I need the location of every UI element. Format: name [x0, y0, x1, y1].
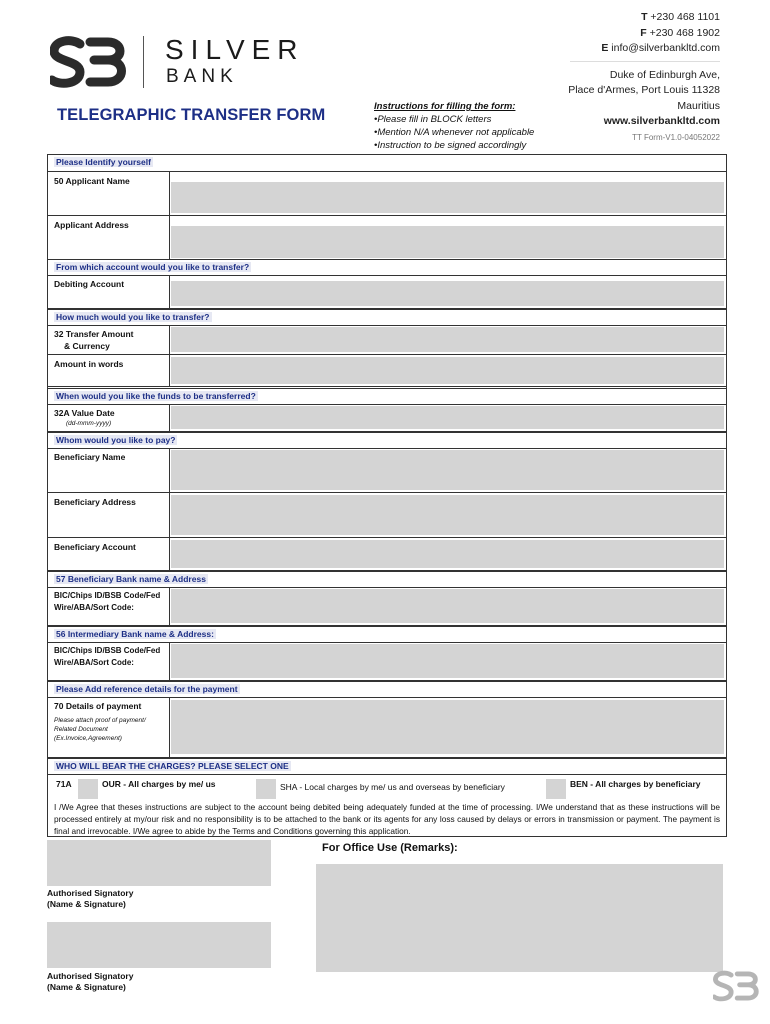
applicant-name-label: 50 Applicant Name [48, 172, 170, 215]
section-from-account [48, 259, 726, 276]
phone-label: T [641, 11, 648, 23]
value-date-row [48, 404, 726, 432]
agreement-text: I /We Agree that theses instructions are subject to the account being debited being adequately funded at the time of processing. I/We understand that as these instructions will be processed entirely at my/our risk and no responsibility is to be attached to the bank or its agents for any loss caused by delays or errors in transmission or payment. The payment is final and irrevocable. I/We agree to abide by the Terms and Conditions governing this application. [54, 802, 720, 836]
section-heading: 56 Intermediary Bank name & Address: [56, 629, 214, 639]
signatory-1-label [47, 888, 133, 910]
amount-words-row [48, 355, 726, 387]
section-identify [48, 155, 726, 172]
silver-bank-logo-icon [50, 36, 126, 88]
signature-box-2[interactable] [47, 922, 271, 968]
section-heading: Whom would you like to pay? [56, 435, 176, 445]
section-heading: WHO WILL BEAR THE CHARGES? PLEASE SELECT ONE [56, 761, 289, 771]
charge-ben-checkbox[interactable] [546, 779, 566, 799]
intermediary-code-row [48, 642, 726, 681]
logo-divider [143, 36, 144, 88]
bene-name-label: Beneficiary Name [48, 448, 170, 492]
transfer-currency-text: & Currency [64, 340, 110, 351]
section-heading: 57 Beneficiary Bank name & Address [56, 574, 206, 584]
instruction-item: •Instruction to be signed accordingly [374, 140, 527, 151]
instruction-item: •Mention N/A whenever not applicable [374, 127, 535, 138]
details-payment-label [48, 697, 170, 757]
value-date-label [48, 404, 170, 431]
email-address: info@silverbankltd.com [611, 42, 720, 54]
intermediary-code-label: BIC/Chips ID/BSB Code/Fed Wire/ABA/Sort Code: [48, 642, 170, 680]
instructions [374, 100, 534, 152]
bene-account-label: Beneficiary Account [48, 538, 170, 570]
value-date-input[interactable] [171, 406, 724, 429]
bene-bank-code-row [48, 587, 726, 626]
brand-name-line1: SILVER [165, 34, 305, 65]
website-link[interactable]: www.silverbankltd.com [603, 115, 720, 127]
bene-name-row [48, 448, 726, 493]
applicant-name-row [48, 172, 726, 216]
brand-name-line2: BANK [166, 66, 238, 87]
transfer-amount-row [48, 325, 726, 355]
section-heading: How much would you like to transfer? [56, 312, 210, 322]
instructions-heading: Instructions for filling the form: [374, 101, 516, 112]
contact-block [568, 10, 720, 145]
section-intermediary [48, 626, 726, 643]
intermediary-code-input[interactable] [171, 644, 724, 678]
signature-box-1[interactable] [47, 840, 271, 886]
value-date-text: 32A Value Date [54, 408, 115, 418]
bene-address-label: Beneficiary Address [48, 493, 170, 537]
debiting-account-label: Debiting Account [48, 275, 170, 308]
phone-number: +230 468 1101 [650, 11, 720, 23]
charges-code: 71A [56, 779, 72, 789]
transfer-amount-text: 32 Transfer Amount [54, 329, 134, 339]
fax-label: F [640, 26, 647, 39]
applicant-address-input[interactable] [171, 226, 724, 258]
transfer-amount-label [48, 325, 170, 354]
section-heading: Please Add reference details for the payment [56, 684, 238, 694]
bene-name-input[interactable] [171, 450, 724, 490]
bene-address-input[interactable] [171, 495, 724, 535]
contact-divider [570, 61, 720, 62]
applicant-name-input[interactable] [171, 182, 724, 213]
bene-bank-code-label: BIC/Chips ID/BSB Code/Fed Wire/ABA/Sort Code: [48, 587, 170, 625]
instruction-item: •Please fill in BLOCK letters [374, 114, 492, 125]
transfer-form [47, 154, 727, 837]
section-heading: When would you like the funds to be transferred? [56, 391, 256, 401]
office-remarks-box[interactable] [316, 864, 723, 972]
signatory-2-subtitle: (Name & Signature) [47, 982, 126, 992]
form-reference: TT Form-V1.0-04052022 [632, 132, 720, 142]
section-heading: Please Identify yourself [56, 157, 151, 167]
office-use-title: For Office Use (Remarks): [322, 842, 458, 854]
signatory-1-subtitle: (Name & Signature) [47, 899, 126, 909]
debiting-account-row [48, 275, 726, 309]
signatory-2-title: Authorised Signatory [47, 971, 134, 981]
details-payment-input[interactable] [171, 700, 724, 754]
section-charges [48, 758, 726, 775]
bene-account-input[interactable] [171, 540, 724, 568]
debiting-account-input[interactable] [171, 281, 724, 306]
watermark-logo-icon [713, 970, 759, 1002]
section-how-much [48, 309, 726, 326]
transfer-amount-input[interactable] [171, 327, 724, 352]
fax-number: +230 468 1902 [649, 26, 720, 39]
amount-words-label: Amount in words [48, 355, 170, 386]
charge-our-checkbox[interactable] [78, 779, 98, 799]
details-payment-row [48, 697, 726, 758]
applicant-address-label: Applicant Address [48, 216, 170, 260]
charges-options [48, 775, 726, 801]
section-bene-bank [48, 571, 726, 588]
bene-bank-code-input[interactable] [171, 589, 724, 623]
address-line: Mauritius [677, 99, 720, 112]
signatory-1-title: Authorised Signatory [47, 888, 134, 898]
section-heading: From which account would you like to transfer? [56, 262, 250, 272]
section-when [48, 388, 726, 405]
email-label: E [601, 42, 609, 54]
charge-our-label: OUR - All charges by me/ us [102, 779, 216, 789]
charge-sha-label: SHA - Local charges by me/ us and overseas by beneficiary [280, 782, 505, 792]
signatory-2-label [47, 971, 133, 993]
value-date-hint: (dd-mmm-yyyy) [66, 419, 112, 427]
bene-account-row [48, 538, 726, 571]
applicant-address-row [48, 216, 726, 261]
charge-sha-checkbox[interactable] [256, 779, 276, 799]
section-whom [48, 432, 726, 449]
address-line: Duke of Edinburgh Ave, [609, 68, 720, 81]
charge-ben-label: BEN - All charges by beneficiary [570, 779, 701, 789]
details-payment-text: 70 Details of payment [54, 701, 142, 711]
bene-address-row [48, 493, 726, 538]
section-reference [48, 681, 726, 698]
address-line: Place d'Armes, Port Louis 11328 [568, 84, 720, 96]
details-payment-note: Please attach proof of payment/ Related Document (Ex.Invoice,Agreement) [54, 716, 146, 742]
page-title: TELEGRAPHIC TRANSFER FORM [57, 106, 326, 124]
amount-words-input[interactable] [171, 357, 724, 384]
